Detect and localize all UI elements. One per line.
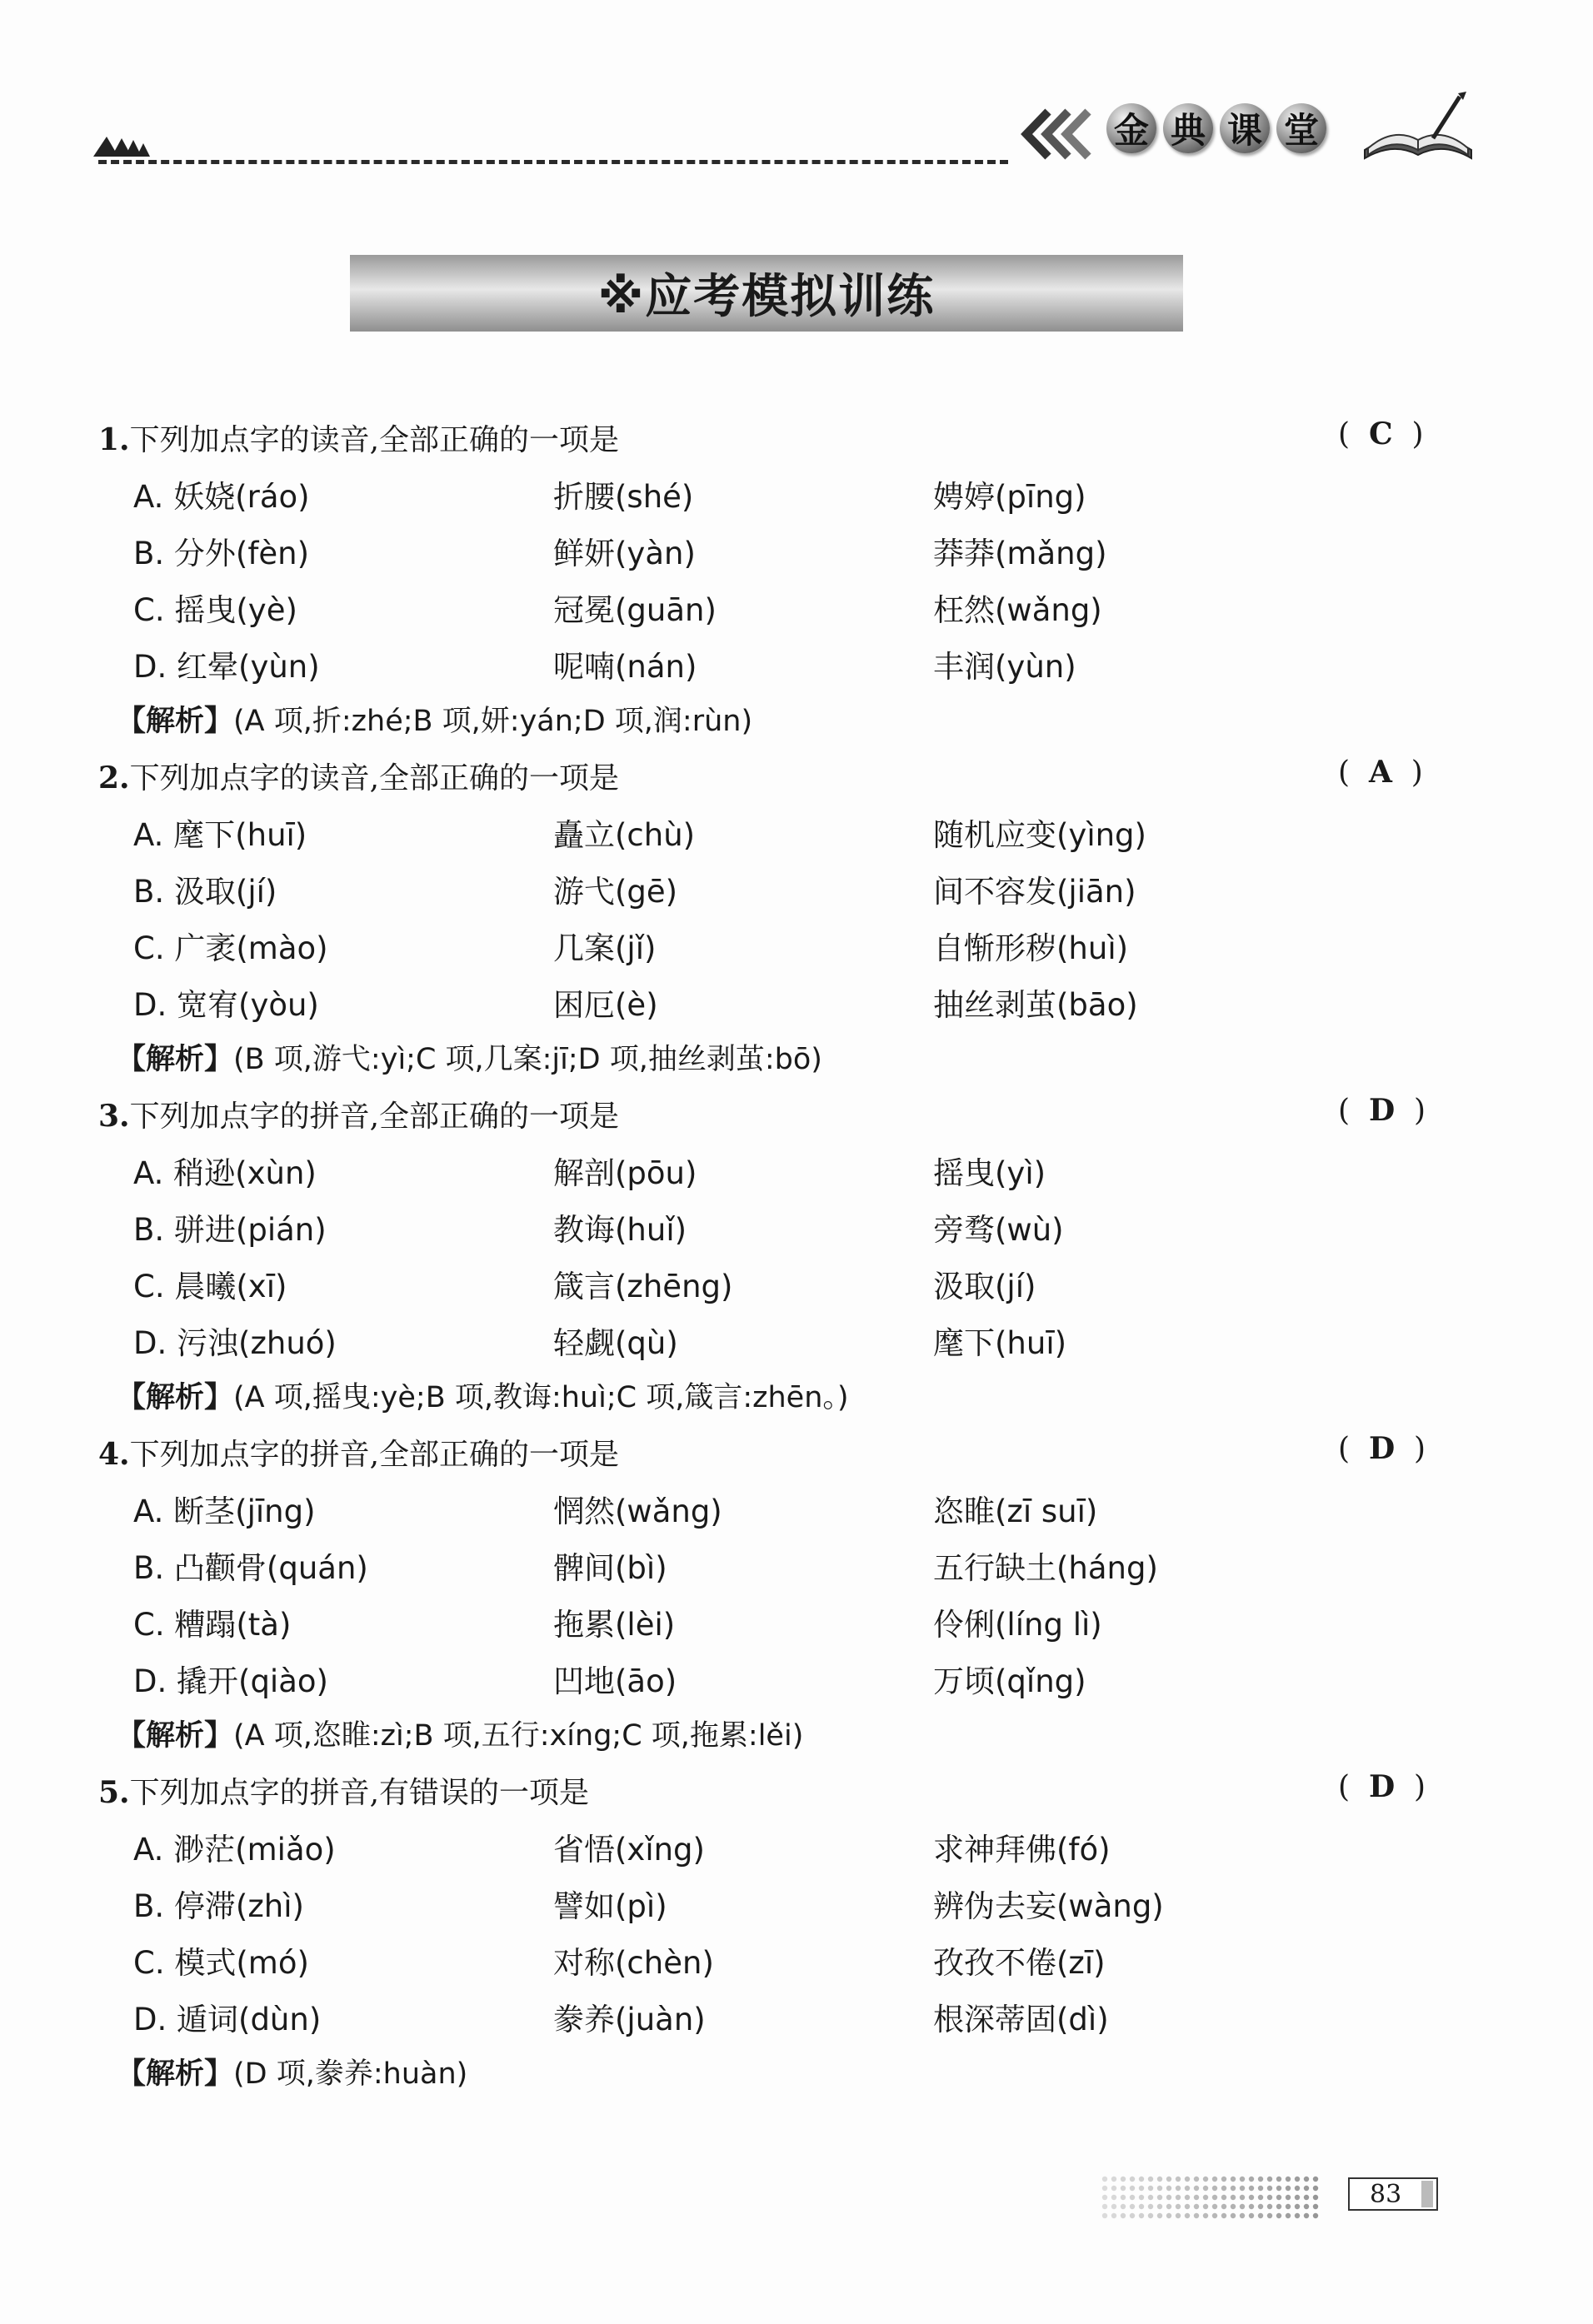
option-text: 恣睢(zī suī) bbox=[933, 1494, 1098, 1529]
option-text: 万顷(qǐng) bbox=[933, 1663, 1086, 1699]
analysis-text: (B 项,游弋:yì;C 项,几案:jī;D 项,抽丝剥茧:bō) bbox=[233, 1043, 822, 1076]
footer-dot bbox=[1313, 2213, 1318, 2218]
option-text: 丰润(yùn) bbox=[933, 649, 1076, 685]
option-text: A. 稍逊(xùn) bbox=[133, 1155, 317, 1191]
option-text: 呢喃(nán) bbox=[553, 649, 697, 685]
footer-dot-pattern bbox=[1100, 2172, 1333, 2226]
footer-dot bbox=[1111, 2177, 1116, 2182]
question-number: 3. bbox=[98, 1099, 130, 1134]
option-text: B. 凸颧骨(quán) bbox=[133, 1550, 368, 1586]
footer-dot bbox=[1304, 2195, 1309, 2200]
brand-char: 金 bbox=[1106, 103, 1156, 153]
footer-dot bbox=[1166, 2186, 1171, 2191]
footer-dot bbox=[1240, 2213, 1245, 2218]
footer-dot bbox=[1176, 2213, 1181, 2218]
answer-bracket: ( A ) bbox=[1338, 755, 1423, 790]
analysis-line bbox=[117, 1713, 803, 1754]
footer-dot bbox=[1130, 2213, 1135, 2218]
option-text: 箴言(zhēng) bbox=[553, 1269, 733, 1304]
question-stem bbox=[98, 416, 619, 459]
option-text: 冠冕(guān) bbox=[553, 592, 717, 628]
footer-dot bbox=[1231, 2195, 1236, 2200]
question-stem bbox=[98, 1431, 619, 1474]
option-text: 莽莽(mǎng) bbox=[933, 536, 1107, 571]
footer-dot bbox=[1185, 2213, 1190, 2218]
section-title: ※应考模拟训练 bbox=[597, 270, 936, 324]
brand-char: 课 bbox=[1220, 103, 1270, 153]
option-text: 随机应变(yìng) bbox=[933, 817, 1146, 853]
option-text: 游弋(gē) bbox=[553, 874, 678, 910]
footer-dot bbox=[1185, 2177, 1190, 2182]
question-text: 下列加点字的拼音,全部正确的一项是 bbox=[129, 1438, 620, 1472]
question-stem bbox=[98, 1093, 619, 1135]
footer-dot bbox=[1313, 2177, 1318, 2182]
footer-dot bbox=[1258, 2177, 1263, 2182]
footer-dot bbox=[1139, 2186, 1144, 2191]
question-text: 下列加点字的拼音,全部正确的一项是 bbox=[129, 1100, 620, 1134]
footer-dot bbox=[1139, 2204, 1144, 2209]
analysis-line bbox=[117, 698, 752, 740]
brand-logo bbox=[1106, 103, 1326, 153]
footer-dot bbox=[1121, 2195, 1126, 2200]
question-number: 4. bbox=[98, 1437, 130, 1472]
footer-dot bbox=[1240, 2177, 1245, 2182]
footer-dot bbox=[1139, 2177, 1144, 2182]
footer-dot bbox=[1295, 2213, 1300, 2218]
footer-dot bbox=[1157, 2195, 1162, 2200]
section-banner bbox=[350, 255, 1183, 332]
option-text: A. 断茎(jīng) bbox=[133, 1494, 316, 1529]
option-text: 惘然(wǎng) bbox=[553, 1494, 722, 1529]
footer-dot bbox=[1111, 2204, 1116, 2209]
question-text: 下列加点字的读音,全部正确的一项是 bbox=[129, 761, 620, 795]
footer-dot bbox=[1231, 2177, 1236, 2182]
footer-dot bbox=[1231, 2204, 1236, 2209]
footer-dot bbox=[1148, 2177, 1153, 2182]
footer-dot bbox=[1121, 2177, 1126, 2182]
analysis-text: (A 项,折:zhé;B 项,妍:yán;D 项,润:rùn) bbox=[233, 705, 753, 738]
question-number: 5. bbox=[98, 1775, 130, 1810]
footer-dot bbox=[1221, 2213, 1226, 2218]
footer-dot bbox=[1139, 2195, 1144, 2200]
question-text: 下列加点字的拼音,有错误的一项是 bbox=[129, 1776, 590, 1810]
footer-dot bbox=[1157, 2186, 1162, 2191]
footer-dot bbox=[1221, 2195, 1226, 2200]
footer-dot bbox=[1304, 2213, 1309, 2218]
footer-dot bbox=[1249, 2204, 1254, 2209]
page-tab-decoration bbox=[1421, 2181, 1433, 2207]
footer-dot bbox=[1176, 2195, 1181, 2200]
footer-dot bbox=[1157, 2204, 1162, 2209]
footer-dot bbox=[1102, 2195, 1107, 2200]
footer-dot bbox=[1130, 2186, 1135, 2191]
footer-dot bbox=[1267, 2213, 1272, 2218]
option-text: 对称(chèn) bbox=[553, 1945, 714, 1981]
option-text: D. 宽宥(yòu) bbox=[133, 987, 319, 1023]
footer-dot bbox=[1203, 2204, 1208, 2209]
footer-dot bbox=[1121, 2186, 1126, 2191]
footer-dot bbox=[1276, 2186, 1281, 2191]
footer-dot bbox=[1130, 2204, 1135, 2209]
footer-dot bbox=[1194, 2177, 1199, 2182]
option-text: 摇曳(yì) bbox=[933, 1155, 1046, 1191]
footer-dot bbox=[1148, 2186, 1153, 2191]
footer-dot bbox=[1258, 2186, 1263, 2191]
option-text: 髀间(bì) bbox=[553, 1550, 667, 1586]
footer-dot bbox=[1121, 2204, 1126, 2209]
footer-dot bbox=[1212, 2195, 1217, 2200]
option-text: 几案(jǐ) bbox=[553, 930, 657, 966]
option-text: 辨伪去妄(wàng) bbox=[933, 1888, 1164, 1924]
footer-dot bbox=[1304, 2186, 1309, 2191]
footer-dot bbox=[1221, 2204, 1226, 2209]
answer-letter: D bbox=[1368, 1431, 1396, 1466]
answer-bracket: ( C ) bbox=[1338, 416, 1424, 451]
option-text: 省悟(xǐng) bbox=[553, 1832, 705, 1868]
footer-dot bbox=[1212, 2204, 1217, 2209]
footer-dot bbox=[1304, 2204, 1309, 2209]
analysis-tag: 【解析】 bbox=[117, 1381, 234, 1414]
footer-dot bbox=[1276, 2195, 1281, 2200]
option-text: 旁骛(wù) bbox=[933, 1212, 1064, 1248]
footer-dot bbox=[1102, 2213, 1107, 2218]
brand-char: 典 bbox=[1163, 103, 1213, 153]
analysis-tag: 【解析】 bbox=[117, 1719, 234, 1753]
analysis-line bbox=[117, 2051, 467, 2092]
footer-dot bbox=[1185, 2186, 1190, 2191]
option-text: 矗立(chù) bbox=[553, 817, 696, 853]
question-stem bbox=[98, 755, 619, 797]
footer-dot bbox=[1249, 2213, 1254, 2218]
footer-dot bbox=[1258, 2195, 1263, 2200]
answer-letter: D bbox=[1368, 1093, 1396, 1128]
footer-dot bbox=[1212, 2177, 1217, 2182]
chevrons-left-icon bbox=[1018, 107, 1098, 165]
question-stem bbox=[98, 1769, 589, 1812]
option-text: C. 模式(mó) bbox=[133, 1945, 309, 1981]
footer-dot bbox=[1166, 2204, 1171, 2209]
answer-bracket: ( D ) bbox=[1338, 1093, 1426, 1128]
footer-dot bbox=[1157, 2177, 1162, 2182]
footer-dot bbox=[1286, 2213, 1291, 2218]
analysis-line bbox=[117, 1374, 849, 1416]
footer-dot bbox=[1267, 2186, 1272, 2191]
option-text: 汲取(jí) bbox=[933, 1269, 1036, 1304]
footer-dot bbox=[1111, 2186, 1116, 2191]
option-text: D. 污浊(zhuó) bbox=[133, 1325, 337, 1361]
analysis-tag: 【解析】 bbox=[117, 1043, 234, 1076]
footer-dot bbox=[1157, 2213, 1162, 2218]
footer-dot bbox=[1203, 2186, 1208, 2191]
footer-dot bbox=[1176, 2186, 1181, 2191]
answer-bracket: ( D ) bbox=[1338, 1431, 1426, 1466]
option-text: 间不容发(jiān) bbox=[933, 874, 1136, 910]
footer-dot bbox=[1240, 2195, 1245, 2200]
option-text: C. 糟蹋(tà) bbox=[133, 1607, 292, 1643]
footer-dot bbox=[1166, 2195, 1171, 2200]
option-text: 凹地(āo) bbox=[553, 1663, 677, 1699]
option-text: 枉然(wǎng) bbox=[933, 592, 1102, 628]
option-text: B. 汲取(jí) bbox=[133, 874, 277, 910]
brand-char: 堂 bbox=[1276, 103, 1326, 153]
footer-dot bbox=[1203, 2177, 1208, 2182]
footer-dot bbox=[1295, 2186, 1300, 2191]
footer-dot bbox=[1121, 2213, 1126, 2218]
option-text: 根深蒂固(dì) bbox=[933, 2002, 1109, 2037]
option-text: A. 妖娆(ráo) bbox=[133, 479, 310, 515]
footer-dot bbox=[1249, 2186, 1254, 2191]
option-text: D. 红晕(yùn) bbox=[133, 649, 320, 685]
footer-dot bbox=[1102, 2204, 1107, 2209]
footer-dot bbox=[1286, 2195, 1291, 2200]
option-text: C. 晨曦(xī) bbox=[133, 1269, 287, 1304]
footer-dot bbox=[1240, 2204, 1245, 2209]
footer-dot bbox=[1258, 2213, 1263, 2218]
footer-dot bbox=[1286, 2204, 1291, 2209]
option-text: 譬如(pì) bbox=[553, 1888, 667, 1924]
option-text: B. 分外(fèn) bbox=[133, 536, 310, 571]
option-text: 五行缺土(háng) bbox=[933, 1550, 1158, 1586]
footer-dot bbox=[1111, 2213, 1116, 2218]
footer-dot bbox=[1102, 2177, 1107, 2182]
footer-dot bbox=[1176, 2204, 1181, 2209]
footer-dot bbox=[1267, 2177, 1272, 2182]
question-number: 1. bbox=[98, 422, 130, 457]
footer-dot bbox=[1286, 2177, 1291, 2182]
footer-dot bbox=[1286, 2186, 1291, 2191]
footer-dot bbox=[1194, 2204, 1199, 2209]
option-text: 麾下(huī) bbox=[933, 1325, 1067, 1361]
option-text: D. 遁词(dùn) bbox=[133, 2002, 322, 2037]
option-text: 拖累(lèi) bbox=[553, 1607, 676, 1643]
footer-dot bbox=[1313, 2195, 1318, 2200]
option-text: 轻觑(qù) bbox=[553, 1325, 678, 1361]
footer-dot bbox=[1313, 2186, 1318, 2191]
footer-dot bbox=[1130, 2195, 1135, 2200]
page-number: 83 bbox=[1370, 2179, 1402, 2209]
footer-dot bbox=[1203, 2213, 1208, 2218]
footer-dot bbox=[1212, 2213, 1217, 2218]
footer-dot bbox=[1276, 2177, 1281, 2182]
analysis-text: (D 项,豢养:huàn) bbox=[233, 2057, 468, 2091]
footer-dot bbox=[1295, 2177, 1300, 2182]
analysis-line bbox=[117, 1036, 822, 1078]
option-text: B. 停滞(zhì) bbox=[133, 1888, 304, 1924]
header-dashed-rule bbox=[98, 160, 1008, 164]
footer-dot bbox=[1249, 2195, 1254, 2200]
footer-dot bbox=[1295, 2204, 1300, 2209]
option-text: 折腰(shé) bbox=[553, 479, 694, 515]
answer-letter: C bbox=[1368, 416, 1393, 451]
option-text: 豢养(juàn) bbox=[553, 2002, 706, 2037]
analysis-tag: 【解析】 bbox=[117, 2057, 234, 2091]
option-text: A. 渺茫(miǎo) bbox=[133, 1832, 336, 1868]
footer-dot bbox=[1148, 2195, 1153, 2200]
footer-dot bbox=[1267, 2204, 1272, 2209]
footer-dot bbox=[1231, 2186, 1236, 2191]
answer-letter: A bbox=[1368, 755, 1392, 790]
header-decoration-triangles bbox=[93, 132, 153, 162]
option-text: A. 麾下(huī) bbox=[133, 817, 307, 853]
footer-dot bbox=[1102, 2186, 1107, 2191]
footer-dot bbox=[1166, 2213, 1171, 2218]
footer-dot bbox=[1295, 2195, 1300, 2200]
analysis-text: (A 项,摇曳:yè;B 项,教诲:huì;C 项,箴言:zhēn。) bbox=[233, 1381, 849, 1414]
footer-dot bbox=[1276, 2213, 1281, 2218]
footer-dot bbox=[1185, 2204, 1190, 2209]
option-text: 娉婷(pīng) bbox=[933, 479, 1086, 515]
footer-dot bbox=[1313, 2204, 1318, 2209]
option-text: 伶俐(líng lì) bbox=[933, 1607, 1102, 1643]
footer-dot bbox=[1221, 2186, 1226, 2191]
footer-dot bbox=[1176, 2177, 1181, 2182]
option-text: 自惭形秽(huì) bbox=[933, 930, 1129, 966]
footer-dot bbox=[1185, 2195, 1190, 2200]
option-text: 教诲(huǐ) bbox=[553, 1212, 687, 1248]
option-text: 解剖(pōu) bbox=[553, 1155, 697, 1191]
footer-dot bbox=[1194, 2213, 1199, 2218]
question-number: 2. bbox=[98, 761, 130, 795]
footer-dot bbox=[1267, 2195, 1272, 2200]
footer-dot bbox=[1166, 2177, 1171, 2182]
footer-dot bbox=[1221, 2177, 1226, 2182]
option-text: D. 撬开(qiào) bbox=[133, 1663, 328, 1699]
option-text: 困厄(è) bbox=[553, 987, 658, 1023]
footer-dot bbox=[1148, 2213, 1153, 2218]
analysis-text: (A 项,恣睢:zì;B 项,五行:xíng;C 项,拖累:lěi) bbox=[233, 1719, 804, 1753]
option-text: 求神拜佛(fó) bbox=[933, 1832, 1111, 1868]
answer-letter: D bbox=[1368, 1769, 1396, 1804]
footer-dot bbox=[1111, 2195, 1116, 2200]
footer-dot bbox=[1304, 2177, 1309, 2182]
footer-dot bbox=[1139, 2213, 1144, 2218]
question-text: 下列加点字的读音,全部正确的一项是 bbox=[129, 423, 620, 457]
page-number-box bbox=[1348, 2177, 1438, 2211]
option-text: 抽丝剥茧(bāo) bbox=[933, 987, 1138, 1023]
footer-dot bbox=[1249, 2177, 1254, 2182]
option-text: 孜孜不倦(zī) bbox=[933, 1945, 1106, 1981]
option-text: C. 摇曳(yè) bbox=[133, 592, 297, 628]
answer-bracket: ( D ) bbox=[1338, 1769, 1426, 1804]
footer-dot bbox=[1194, 2186, 1199, 2191]
footer-dot bbox=[1240, 2186, 1245, 2191]
footer-dot bbox=[1148, 2204, 1153, 2209]
footer-dot bbox=[1130, 2177, 1135, 2182]
footer-dot bbox=[1231, 2213, 1236, 2218]
footer-dot bbox=[1194, 2195, 1199, 2200]
option-text: 鲜妍(yàn) bbox=[553, 536, 696, 571]
option-text: B. 骈进(pián) bbox=[133, 1212, 327, 1248]
footer-dot bbox=[1258, 2204, 1263, 2209]
footer-dot bbox=[1276, 2204, 1281, 2209]
footer-dot bbox=[1203, 2195, 1208, 2200]
open-book-icon bbox=[1360, 90, 1476, 168]
footer-dot bbox=[1212, 2186, 1217, 2191]
option-text: C. 广袤(mào) bbox=[133, 930, 328, 966]
analysis-tag: 【解析】 bbox=[117, 705, 234, 738]
